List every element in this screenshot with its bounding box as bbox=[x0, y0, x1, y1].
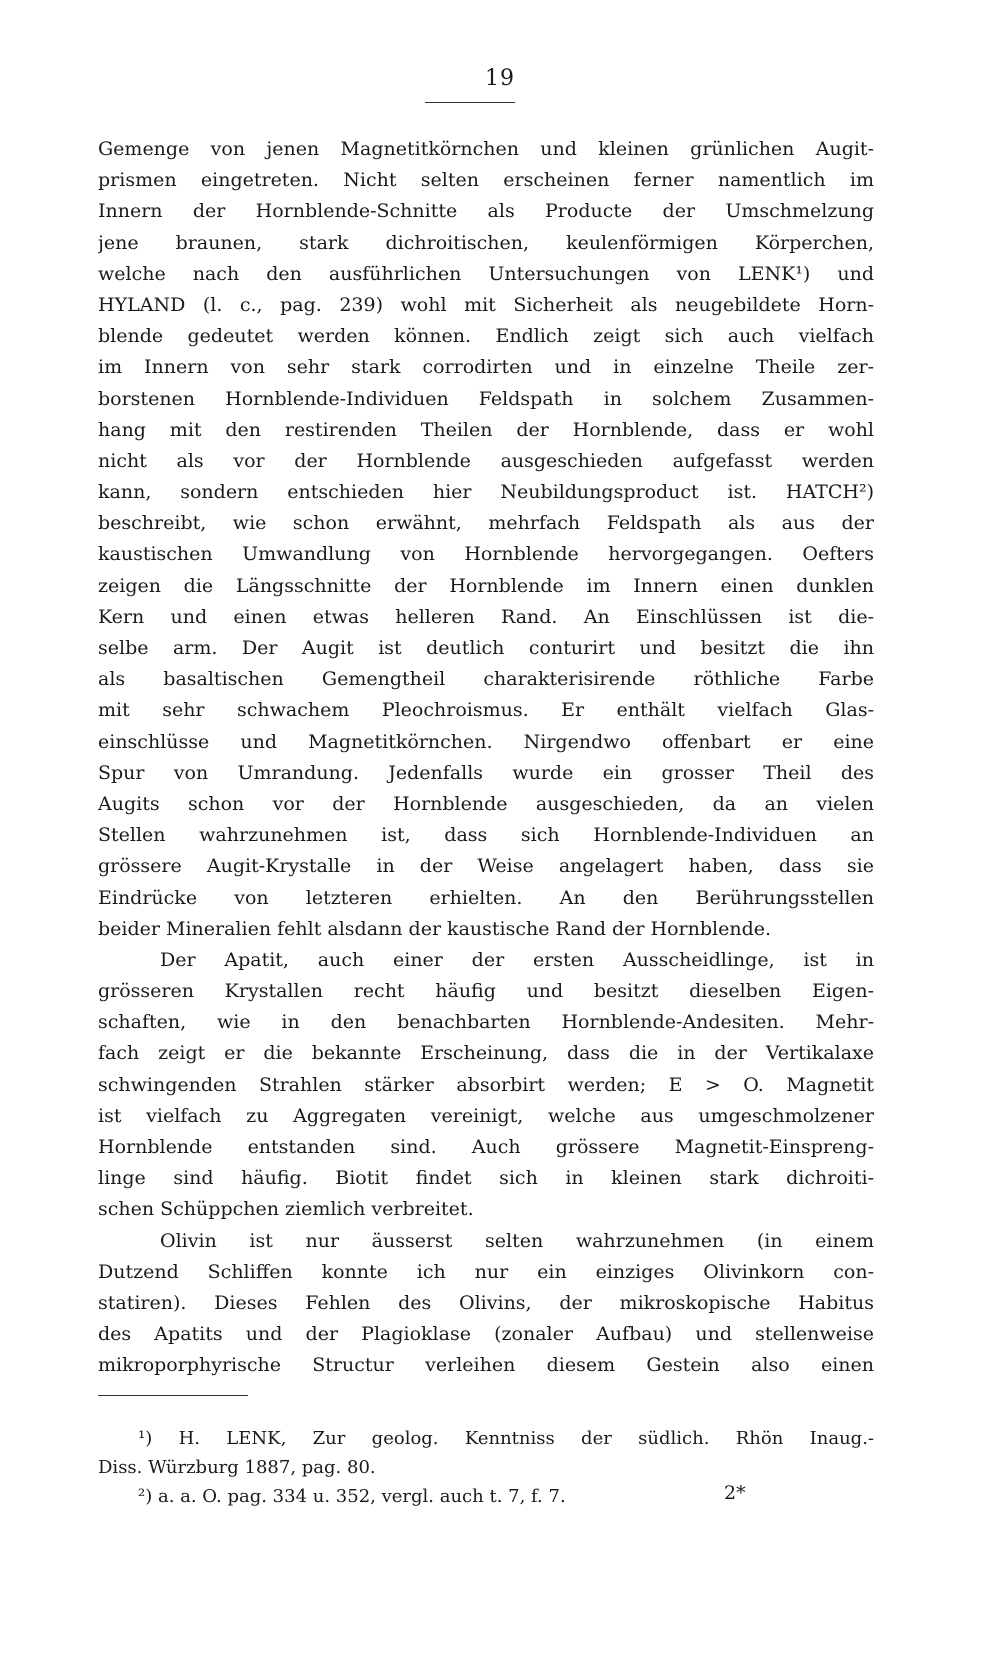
text-line: borstenen Hornblende-Individuen Feldspath in solchem Zusammen- bbox=[98, 387, 874, 410]
text-line: grösseren Krystallen recht häufig und besitzt dieselben Eigen- bbox=[98, 980, 874, 1003]
text-line: Dutzend Schliffen konnte ich nur ein einziges Olivinkorn con- bbox=[98, 1260, 874, 1283]
text-line: im Innern von sehr stark corrodirten und in einzelne Theile zer- bbox=[98, 356, 874, 379]
text-line: hang mit den restirenden Theilen der Hornblende, dass er wohl bbox=[98, 418, 874, 441]
text-line: mikroporphyrische Structur verleihen diesem Gestein also einen bbox=[98, 1354, 874, 1377]
text-line: Eindrücke von letzteren erhielten. An den Berührungsstellen bbox=[98, 886, 874, 909]
signature-mark: 2* bbox=[724, 1482, 746, 1504]
footnote-line: ²) a. a. O. pag. 334 u. 352, vergl. auch t. 7, f. 7. bbox=[138, 1486, 566, 1507]
text-line: Spur von Umrandung. Jedenfalls wurde ein grosser Theil des bbox=[98, 761, 874, 784]
text-line: des Apatits und der Plagioklase (zonaler Aufbau) und stellenweise bbox=[98, 1323, 874, 1346]
page-number: 19 bbox=[485, 66, 515, 91]
page-number-rule bbox=[425, 102, 515, 103]
text-line: Augits schon vor der Hornblende ausgeschieden, da an vielen bbox=[98, 792, 874, 815]
footnote-line: Diss. Würzburg 1887, pag. 80. bbox=[98, 1457, 376, 1478]
text-line: kaustischen Umwandlung von Hornblende hervorgegangen. Oefters bbox=[98, 543, 874, 566]
text-line: Hornblende entstanden sind. Auch grössere Magnetit-Einspreng- bbox=[98, 1136, 874, 1158]
text-line: HYLAND (l. c., pag. 239) wohl mit Sicherheit als neugebildete Horn- bbox=[98, 293, 874, 316]
footnote-rule bbox=[98, 1395, 248, 1396]
text-line: jene braunen, stark dichroitischen, keulenförmigen Körperchen, bbox=[98, 231, 874, 254]
footnote-line: ¹) H. LENK, Zur geolog. Kenntniss der südlich. Rhön Inaug.- bbox=[138, 1428, 874, 1449]
text-line: schwingenden Strahlen stärker absorbirt werden; E > O. Magnetit bbox=[98, 1073, 874, 1096]
text-line: Der Apatit, auch einer der ersten Ausscheidlinge, ist in bbox=[160, 948, 874, 971]
footnotes bbox=[98, 1424, 874, 1511]
text-line: linge sind häufig. Biotit findet sich in kleinen stark dichroiti- bbox=[98, 1167, 874, 1190]
text-line: mit sehr schwachem Pleochroismus. Er enthält vielfach Glas- bbox=[98, 699, 874, 722]
text-line: blende gedeutet werden können. Endlich zeigt sich auch vielfach bbox=[98, 325, 874, 348]
text-line: beschreibt, wie schon erwähnt, mehrfach Feldspath als aus der bbox=[98, 512, 874, 535]
text-line: Stellen wahrzunehmen ist, dass sich Hornblende-Individuen an bbox=[98, 824, 874, 847]
text-line: beider Mineralien fehlt alsdann der kaustische Rand der Hornblende. bbox=[98, 917, 772, 940]
text-line: statiren). Dieses Fehlen des Olivins, der mikroskopische Habitus bbox=[98, 1291, 874, 1314]
text-line: Kern und einen etwas helleren Rand. An Einschlüssen ist die- bbox=[98, 605, 874, 628]
text-line: schaften, wie in den benachbarten Hornblende-Andesiten. Mehr- bbox=[98, 1011, 874, 1034]
text-line: prismen eingetreten. Nicht selten erscheinen ferner namentlich im bbox=[98, 169, 874, 192]
text-line: einschlüsse und Magnetitkörnchen. Nirgendwo offenbart er eine bbox=[98, 730, 874, 753]
text-line: Gemenge von jenen Magnetitkörnchen und kleinen grünlichen Augit- bbox=[98, 138, 874, 160]
text-line: ist vielfach zu Aggregaten vereinigt, welche aus umgeschmolzener bbox=[98, 1104, 874, 1127]
text-line: selbe arm. Der Augit ist deutlich conturirt und besitzt die ihn bbox=[98, 637, 874, 659]
body-text bbox=[98, 134, 874, 1382]
text-line: Innern der Hornblende-Schnitte als Producte der Umschmelzung bbox=[98, 200, 874, 223]
text-line: fach zeigt er die bekannte Erscheinung, dass die in der Vertikalaxe bbox=[98, 1042, 874, 1065]
text-line: grössere Augit-Krystalle in der Weise angelagert haben, dass sie bbox=[98, 855, 874, 878]
text-line: kann, sondern entschieden hier Neubildungsproduct ist. HATCH²) bbox=[98, 481, 874, 504]
text-line: nicht als vor der Hornblende ausgeschieden aufgefasst werden bbox=[98, 449, 874, 472]
text-line: zeigen die Längsschnitte der Hornblende im Innern einen dunklen bbox=[98, 574, 874, 597]
text-line: welche nach den ausführlichen Untersuchungen von LENK¹) und bbox=[98, 262, 874, 285]
text-line: schen Schüppchen ziemlich verbreitet. bbox=[98, 1198, 474, 1221]
text-line: als basaltischen Gemengtheil charakterisirende röthliche Farbe bbox=[98, 668, 874, 691]
text-line: Olivin ist nur äusserst selten wahrzunehmen (in einem bbox=[160, 1229, 874, 1252]
